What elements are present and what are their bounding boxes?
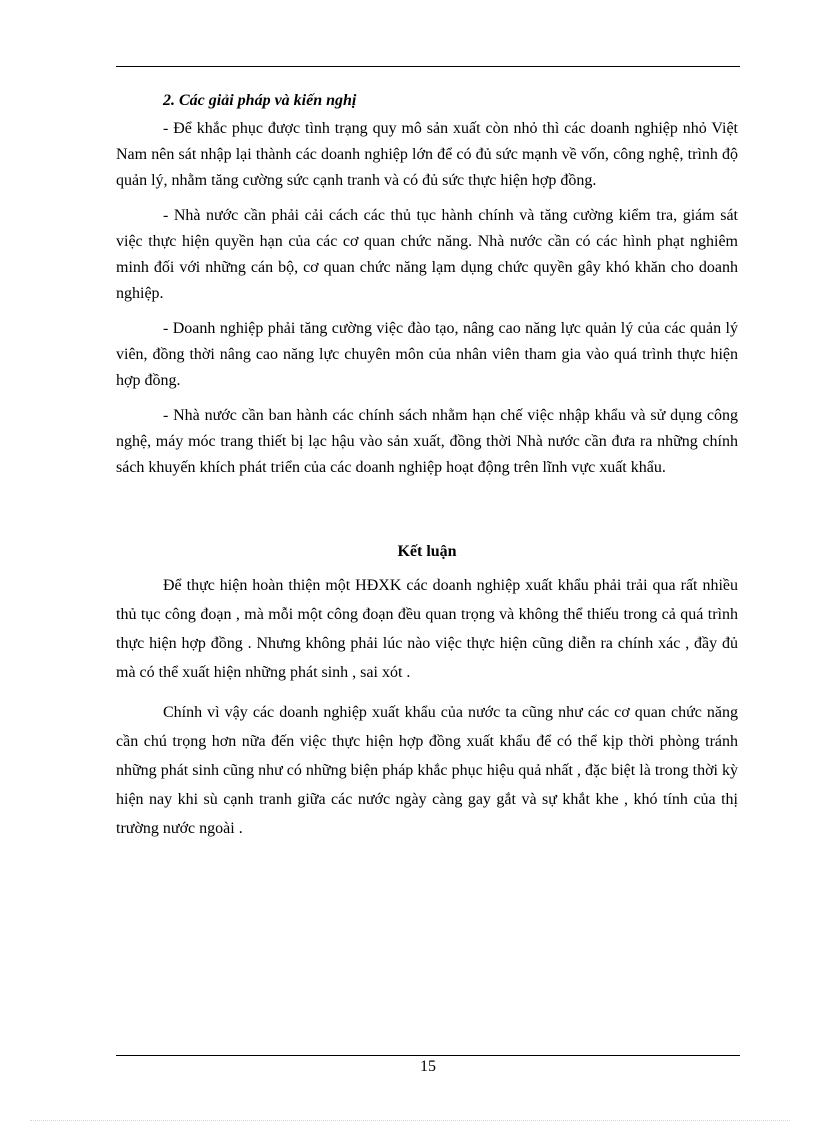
page-number: 15 bbox=[420, 1058, 436, 1075]
solution-paragraph-3: - Doanh nghiệp phải tăng cường việc đào tạo, nâng cao năng lực quản lý của các quản lý viên, đồng thời nâng cao năng lực chuyên môn của nhân viên tham gia vào quá trình thực hiện hợp đồng. bbox=[116, 320, 738, 389]
solution-paragraph-1: - Để khắc phục được tình trạng quy mô sản xuất còn nhỏ thì các doanh nghiệp nhỏ Việt Nam nên sát nhập lại thành các doanh nghiệp lớn để có đủ sức mạnh về vốn, công nghệ, trình độ quản lý, nhằm tăng cường sức cạnh tranh và có đủ sức thực hiện hợp đồng. bbox=[116, 120, 738, 189]
page-content bbox=[116, 88, 738, 854]
solution-paragraph-2: - Nhà nước cần phải cải cách các thủ tục hành chính và tăng cường kiểm tra, giám sát việc thực hiện quyền hạn của các cơ quan chức năng. Nhà nước cần có các hình phạt nghiêm minh đối với những cán bộ, cơ quan chức năng lạm dụng chức quyền gây khó khăn cho doanh nghiệp. bbox=[116, 207, 738, 302]
section-heading: 2. Các giải pháp và kiến nghị bbox=[163, 92, 357, 109]
header-rule bbox=[116, 66, 740, 67]
conclusion-paragraph-1: Để thực hiện hoàn thiện một HĐXK các doanh nghiệp xuất khẩu phải trải qua rất nhiều thủ tục công đoạn , mà mỗi một công đoạn đều quan trọng và không thể thiếu trong cả quá trình thực hiện hợp đồng . Nhưng không phải lúc nào việc thực hiện cũng diễn ra chính xác , đầy đủ mà có thể xuất hiện những phát sinh , sai xót . bbox=[116, 577, 738, 681]
conclusion-title: Kết luận bbox=[397, 543, 457, 560]
solution-paragraph-4: - Nhà nước cần ban hành các chính sách nhằm hạn chế việc nhập khẩu và sử dụng công nghệ, máy móc trang thiết bị lạc hậu vào sản xuất, đồng thời Nhà nước cần đưa ra những chính sách khuyến khích phát triển của các doanh nghiệp hoạt động trên lĩnh vực xuất khẩu. bbox=[116, 407, 738, 476]
conclusion-paragraph-2: Chính vì vậy các doanh nghiệp xuất khẩu của nước ta cũng như các cơ quan chức năng cần chú trọng hơn nữa đến việc thực hiện hợp đồng xuất khẩu để có thể kịp thời phòng tránh những phát sinh cũng như có những biện pháp khắc phục hiệu quả nhất , đặc biệt là trong thời kỳ hiện nay khi sù cạnh tranh giữa các nước ngày càng gay gắt và sự khắt khe , khó tính của thị trường nước ngoài . bbox=[116, 704, 738, 837]
page-edge-dots bbox=[30, 1120, 790, 1121]
